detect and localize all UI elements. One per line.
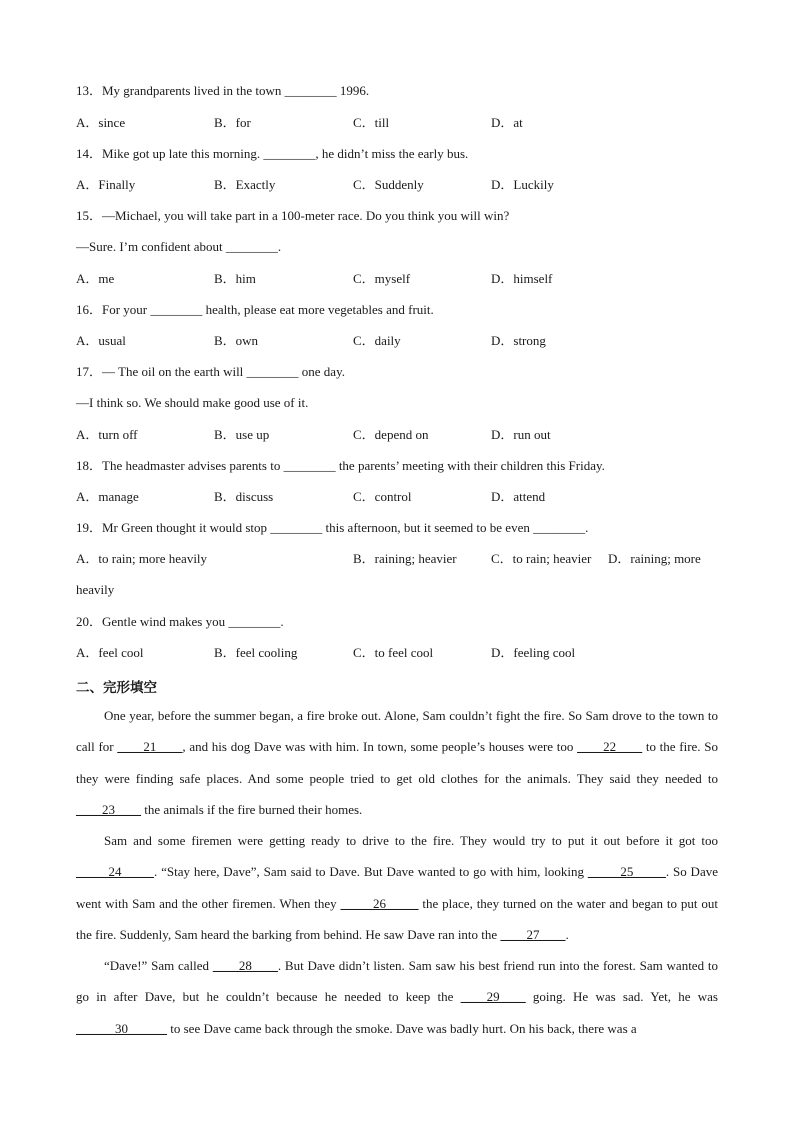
question-16-option-d: D．strong bbox=[491, 333, 546, 348]
blank-28: ____28____ bbox=[212, 958, 278, 973]
question-15-option-a: A．me bbox=[76, 271, 115, 286]
question-16-option-a: A．usual bbox=[76, 333, 126, 348]
question-15-stem: 15．—Michael, you will take part in a 100-meter race. Do you think you will win? bbox=[76, 208, 510, 223]
question-13-option-b: B．for bbox=[214, 115, 251, 130]
blank-29: ____29____ bbox=[460, 989, 526, 1005]
blank-26: _____26_____ bbox=[340, 895, 419, 911]
question-20-option-c: C．to feel cool bbox=[353, 645, 434, 660]
passage-text: “Dave!” Sam called bbox=[104, 958, 213, 973]
passage-text: . But Dave didn’t listen. Sam saw his best friend run into the forest. Sam wanted to go in after Dave, but he couldn’t because he needed to keep the bbox=[76, 958, 718, 1005]
blank-21: ____21____ bbox=[117, 739, 183, 755]
question-14-option-d: D．Luckily bbox=[491, 177, 554, 192]
passage-text: the animals if the fire burned their homes. bbox=[141, 801, 363, 817]
question-13-option-c: C．till bbox=[353, 115, 390, 130]
passage-text: . bbox=[565, 926, 569, 942]
question-17-option-d: D．run out bbox=[491, 427, 551, 442]
question-14-stem: 14．Mike got up late this morning. ________, he didn’t miss the early bus. bbox=[76, 146, 469, 161]
question-15-option-c: C．myself bbox=[353, 271, 411, 286]
question-13-option-d: D．at bbox=[491, 115, 523, 130]
question-19-option-d: D．raining; more bbox=[608, 551, 701, 566]
section-heading-cloze: 二、完形填空 bbox=[76, 680, 157, 696]
blank-25: _____25_____ bbox=[587, 864, 666, 880]
question-14-option-b: B．Exactly bbox=[214, 177, 276, 192]
blank-23: ____23____ bbox=[76, 801, 141, 817]
question-20-option-d: D．feeling cool bbox=[491, 645, 576, 660]
question-18-stem: 18．The headmaster advises parents to ________ the parents’ meeting with their children this Friday. bbox=[76, 458, 605, 473]
passage-text: the place, they turned on the water and began to put out the fire. Suddenly, Sam heard the barking from behind. He saw Dave ran into the bbox=[76, 895, 718, 942]
passage-text: to see Dave came back through the smoke. Dave was badly hurt. On his back, there was a bbox=[167, 1020, 637, 1036]
question-17-option-a: A．turn off bbox=[76, 427, 138, 442]
passage-text: One year, before the summer began, a fire broke out. Alone, Sam couldn’t fight the fire. So Sam drove to the town to call for bbox=[76, 708, 718, 755]
question-13-stem: 13．My grandparents lived in the town ________ 1996. bbox=[76, 83, 370, 98]
question-15-response: —Sure. I’m confident about ________. bbox=[76, 239, 282, 254]
question-16-stem: 16．For your ________ health, please eat more vegetables and fruit. bbox=[76, 302, 434, 317]
question-18-option-d: D．attend bbox=[491, 489, 546, 504]
question-19-option-a: A．to rain; more heavily bbox=[76, 551, 208, 566]
question-19-option-d-continued: heavily bbox=[76, 582, 115, 597]
passage-text: Sam and some firemen were getting ready to drive to the fire. They would try to put it out before it got too bbox=[104, 833, 718, 848]
question-15-option-b: B．him bbox=[214, 271, 256, 286]
passage-paragraph-3 bbox=[76, 950, 718, 1044]
passage-text: . So Dave went with Sam and the other firemen. When they bbox=[76, 864, 718, 911]
blank-22: ____22____ bbox=[577, 739, 643, 755]
passage-text: . “Stay here, Dave”, Sam said to Dave. But Dave wanted to go with him, looking bbox=[154, 864, 588, 880]
question-17-option-b: B．use up bbox=[214, 427, 270, 442]
passage-text: , and his dog Dave was with him. In town, some people’s houses were too bbox=[182, 739, 578, 755]
passage-text: going. He was sad. Yet, he was bbox=[525, 989, 718, 1005]
question-20-stem: 20．Gentle wind makes you ________. bbox=[76, 614, 284, 629]
question-17-stem: 17．— The oil on the earth will ________ one day. bbox=[76, 364, 345, 379]
question-14-option-c: C．Suddenly bbox=[353, 177, 424, 192]
question-20-option-a: A．feel cool bbox=[76, 645, 144, 660]
blank-27: ____27____ bbox=[500, 926, 566, 942]
passage-paragraph-2 bbox=[76, 825, 718, 950]
blank-24: _____24_____ bbox=[76, 864, 154, 880]
question-17-response: —I think so. We should make good use of it. bbox=[76, 395, 309, 410]
question-15-option-d: D．himself bbox=[491, 271, 553, 286]
question-16-option-b: B．own bbox=[214, 333, 259, 348]
question-18-option-a: A．manage bbox=[76, 489, 139, 504]
question-18-option-b: B．discuss bbox=[214, 489, 274, 504]
question-13-option-a: A．since bbox=[76, 115, 126, 130]
question-14-option-a: A．Finally bbox=[76, 177, 136, 192]
question-20-option-b: B．feel cooling bbox=[214, 645, 298, 660]
blank-30: ______30______ bbox=[76, 1020, 167, 1036]
passage-text: to the fire. So they were finding safe places. And some people tried to get old clothes for the animals. They said they needed to bbox=[76, 739, 719, 786]
question-19-stem: 19．Mr Green thought it would stop ________ this afternoon, but it seemed to be even ________. bbox=[76, 520, 589, 535]
question-16-option-c: C．daily bbox=[353, 333, 401, 348]
question-17-option-c: C．depend on bbox=[353, 427, 429, 442]
passage-paragraph-1 bbox=[76, 700, 718, 825]
question-19-option-c: C．to rain; heavier bbox=[491, 551, 592, 566]
question-19-option-b: B．raining; heavier bbox=[353, 551, 457, 566]
question-18-option-c: C．control bbox=[353, 489, 412, 504]
